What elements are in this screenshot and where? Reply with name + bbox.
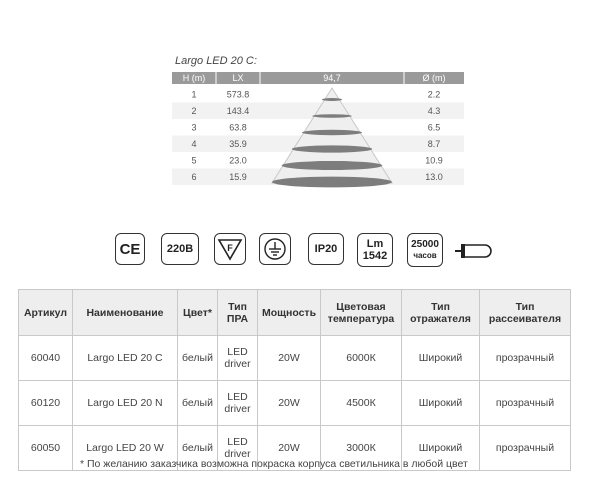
cell-color: белый — [178, 336, 218, 381]
row-diameter: 8.7 — [427, 138, 441, 149]
lamp-tube-icon — [455, 239, 495, 263]
header-ballast-type: Тип ПРА — [218, 290, 258, 336]
lumens-value: 1542 — [362, 250, 388, 262]
cell-name: Largo LED 20 W — [73, 426, 178, 471]
header-article: Артикул — [19, 290, 73, 336]
row-height: 6 — [191, 171, 197, 182]
lifetime-icon — [407, 233, 443, 267]
cell-article: 60040 — [19, 336, 73, 381]
illumination-ellipse — [312, 114, 352, 118]
footnote: * По желанию заказчика возможна покраска корпуса светильника в любой цвет — [80, 458, 468, 470]
header-diameter: Ø (m) — [422, 73, 446, 83]
voltage-icon — [161, 233, 199, 265]
ip-rating-icon — [308, 233, 344, 265]
header-name: Наименование — [73, 290, 178, 336]
row-lux: 15.9 — [229, 171, 247, 182]
ce-mark-icon — [115, 233, 145, 265]
table-header-row — [19, 290, 571, 336]
lifetime-value: 25000 — [411, 239, 439, 250]
header-color-temperature: Цветовая температура — [321, 290, 402, 336]
lumens-icon — [357, 233, 393, 267]
cell-color-temperature: 4500К — [321, 381, 402, 426]
diagram-row-band — [172, 86, 464, 103]
cell-ballast-type: LED driver — [218, 381, 258, 426]
cell-name: Largo LED 20 C — [73, 336, 178, 381]
row-diameter: 6.5 — [427, 122, 441, 133]
row-height: 3 — [191, 122, 197, 133]
illumination-ellipse — [272, 177, 392, 188]
row-lux: 35.9 — [229, 138, 247, 149]
f-mark-label: F — [227, 243, 233, 253]
header-diffuser-type: Тип рассеивателя — [480, 290, 571, 336]
row-height: 4 — [191, 138, 197, 149]
light-distribution-diagram — [172, 72, 464, 192]
table-row — [19, 336, 571, 381]
cell-color: белый — [178, 426, 218, 471]
row-lux: 573.8 — [226, 89, 250, 100]
cell-reflector-type: Широкий — [402, 336, 480, 381]
ce-mark-label: CE — [119, 240, 141, 258]
cell-ballast-type: LED driver — [218, 426, 258, 471]
cell-ballast-type: LED driver — [218, 336, 258, 381]
row-height: 2 — [191, 105, 197, 116]
row-diameter: 4.3 — [427, 105, 441, 116]
cell-name: Largo LED 20 N — [73, 381, 178, 426]
ip-rating-label: IP20 — [314, 243, 338, 255]
row-lux: 63.8 — [229, 122, 247, 133]
cell-article: 60120 — [19, 381, 73, 426]
f-mark-icon — [214, 233, 246, 265]
cell-power: 20W — [258, 381, 321, 426]
header-lx: LX — [232, 73, 244, 83]
spec-table — [18, 289, 571, 471]
header-h: H (m) — [182, 73, 206, 83]
cell-diffuser-type: прозрачный — [480, 426, 571, 471]
cell-diffuser-type: прозрачный — [480, 381, 571, 426]
lifetime-unit: часов — [413, 251, 437, 260]
header-angle: 94,7 — [323, 73, 341, 83]
certification-icons — [115, 233, 495, 269]
row-lux: 23.0 — [229, 155, 247, 166]
header-power: Мощность — [258, 290, 321, 336]
row-diameter: 10.9 — [425, 155, 443, 166]
row-height: 5 — [191, 155, 197, 166]
diagram-title: Largo LED 20 C: — [175, 55, 257, 67]
voltage-label: 220В — [166, 243, 194, 255]
row-diameter: 2.2 — [427, 89, 441, 100]
cell-power: 20W — [258, 336, 321, 381]
header-color: Цвет* — [178, 290, 218, 336]
cell-reflector-type: Широкий — [402, 381, 480, 426]
illumination-ellipse — [302, 130, 362, 135]
header-reflector-type: Тип отражателя — [402, 290, 480, 336]
illumination-ellipse — [322, 98, 342, 101]
cell-article: 60050 — [19, 426, 73, 471]
row-diameter: 13.0 — [425, 171, 443, 182]
illumination-ellipse — [282, 161, 383, 170]
cell-color-temperature: 6000К — [321, 336, 402, 381]
lumens-unit: Lm — [366, 238, 384, 250]
ground-symbol-icon — [259, 233, 291, 265]
cell-power: 20W — [258, 426, 321, 471]
row-lux: 143.4 — [226, 105, 250, 116]
cell-color: белый — [178, 381, 218, 426]
cell-diffuser-type: прозрачный — [480, 336, 571, 381]
row-height: 1 — [191, 89, 197, 100]
f-triangle-icon — [217, 237, 243, 261]
cell-color-temperature: 3000К — [321, 426, 402, 471]
table-row — [19, 381, 571, 426]
illumination-ellipse — [292, 145, 372, 152]
cell-reflector-type: Широкий — [402, 426, 480, 471]
earth-ground-icon — [262, 236, 288, 262]
